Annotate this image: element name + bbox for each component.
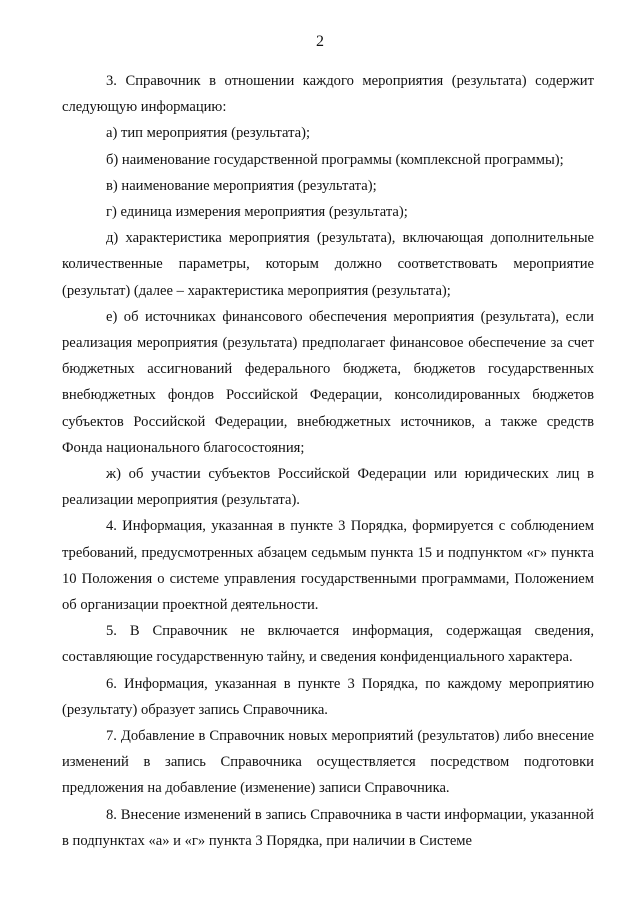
subitem-g: г) единица измерения мероприятия (результата); <box>106 204 408 221</box>
subitem-a: а) тип мероприятия (результата); <box>106 125 311 142</box>
paragraph-7: 7. Добавление в Справочник новых мероприятий (результатов) либо внесение изменений в запись Справочника осуществляется посредством подготовки предложения на добавление (изменение) записи Справочника. <box>62 728 594 797</box>
subitem-v: в) наименование мероприятия (результата); <box>106 177 377 194</box>
subitem-d: д) характеристика мероприятия (результата), включающая дополнительные количественные параметры, которым должно соответствовать мероприятие (результат) (далее – характеристика мероприятия (результата); <box>62 230 594 299</box>
paragraph-3: 3. Справочник в отношении каждого мероприятия (результата) содержит следующую информацию: <box>62 73 594 116</box>
page-number: 2 <box>316 33 324 50</box>
document-body <box>62 68 594 854</box>
subitem-e: е) об источниках финансового обеспечения мероприятия (результата), если реализация мероприятия (результата) предполагает финансовое обеспечение за счет бюджетных ассигнований федерального бюджета, бюджетов государственных внебюджетных фондов Российской Федерации, консолидированных бюджетов субъектов Российской Федерации, внебюджетных источников, а также средств Фонда национального благосостояния; <box>62 308 594 456</box>
subitem-b: б) наименование государственной программы (комплексной программы); <box>106 151 564 168</box>
paragraph-4: 4. Информация, указанная в пункте 3 Порядка, формируется с соблюдением требований, предусмотренных абзацем седьмым пункта 15 и подпунктом «г» пункта 10 Положения о системе управления государственными программами, Положением об организации проектной деятельности. <box>62 518 594 614</box>
paragraph-5: 5. В Справочник не включается информация, содержащая сведения, составляющие государственную тайну, и сведения конфиденциального характера. <box>62 623 594 666</box>
subitem-zh: ж) об участии субъектов Российской Федерации или юридических лиц в реализации мероприятия (результата). <box>62 466 594 509</box>
paragraph-6: 6. Информация, указанная в пункте 3 Порядка, по каждому мероприятию (результату) образует запись Справочника. <box>62 675 594 718</box>
paragraph-8: 8. Внесение изменений в запись Справочника в части информации, указанной в подпунктах «а» и «г» пункта 3 Порядка, при наличии в Системе <box>62 806 594 849</box>
